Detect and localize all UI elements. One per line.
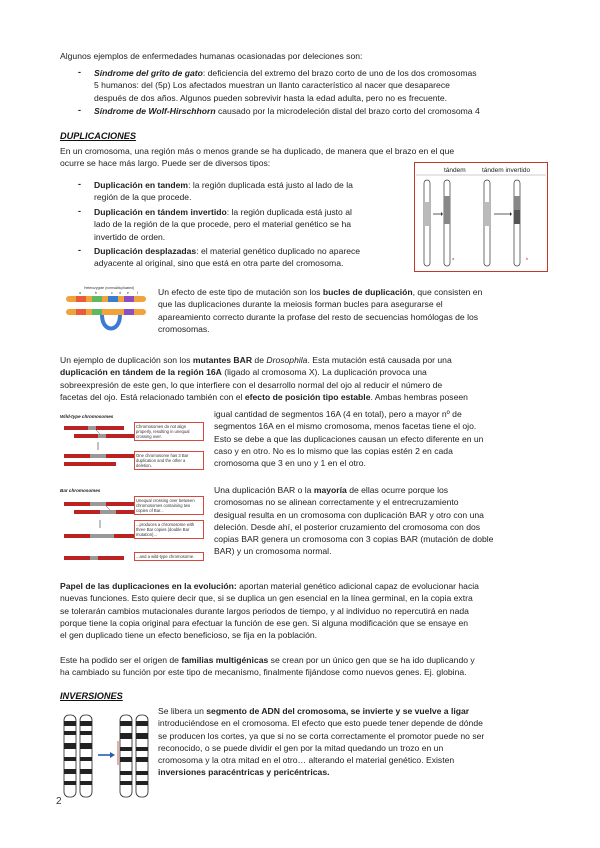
- fig2-letter-d: d: [119, 291, 121, 295]
- fig2-letter-f: f: [137, 291, 138, 295]
- dup-type-tandem: Duplicación en tandem: la región duplicada está justo al lado de la región de la que procede.: [94, 180, 353, 203]
- bullet-dash: -: [78, 245, 81, 255]
- fig2-letter-e: e: [127, 291, 129, 295]
- duplication-loops-paragraph: Un efecto de este tipo de mutación son los bucles de duplicación, que consisten en que las duplicaciones durante la meiosis forman bucles para asegurarse el apareamiento correcto durante la profase del resto de secuencias homólogas de los cromosomas.: [158, 287, 483, 334]
- bullet-dash: -: [78, 105, 81, 115]
- inversions-paragraph: Se libera un segmento de ADN del cromosoma, se invierte y se vuelve a ligar introduciéndose en el cromosoma. El efecto que esto puede tener depende de dónde se producen los cortes, ya que si no se corta correctamente el promotor puede no ser reconocido, o se puede dividir el gen por la mitad quedando un trozo en un cromosoma y la otra mitad en el otro… alterando el material genético. Existen inversiones paracéntricas y pericéntricas.: [158, 706, 485, 778]
- fig1-mark-a: a: [452, 256, 455, 261]
- fig2-letter-a: a: [79, 291, 81, 295]
- label-tandem: tándem: [444, 167, 466, 174]
- fig1-mark-b: b: [526, 256, 529, 261]
- section-heading-inversiones: INVERSIONES: [60, 691, 123, 701]
- dup-type-tandem-inverted: Duplicación en tándem invertido: la región duplicada está justo al lado de la región de la que procede, pero el material genético se ha invertido de orden.: [94, 207, 352, 242]
- fig2-letter-c: c: [111, 291, 113, 295]
- dup-type-displaced: Duplicación desplazadas: el material genético duplicado no aparece adyacente al original, sino que está en otra parte del cromosoma.: [94, 246, 361, 269]
- evolution-paragraph: Papel de las duplicaciones en la evolución: aportan material genético adicional capaz de evolucionar hacia nuevas funciones. Esto quiere decir que, si se duplica un gen esencial en la línea germinal, en la copia extra se tolerarán cambios mutacionales durante largos periodos de tiempo, y al individuo no repercutirá en nada porque tiene la copia original para efectuar la función de ese gen. Si alguna modificación que se ensaye en el gen duplicado tiene un efecto beneficioso, se fija en la población.: [60, 581, 479, 641]
- fig3-note-4: ...produces a chromosome with three Bar copies (double Bar mutation)...: [134, 520, 204, 539]
- bar-mutants-paragraph: Un ejemplo de duplicación son los mutantes BAR de Drosophila. Esta mutación está causada por una duplicación en tándem de la región 16A (ligado al cromosoma X). La duplicación provoca una sobreexpresión de este gen, lo que interfiere con el desarrollo normal del ojo al reducir el número de facetas del ojo. Está relacionado también con el efecto de posición tipo estable. Ambas hembras poseen: [60, 355, 468, 402]
- multigene-families-paragraph: Este ha podido ser el origen de familias multigénicas se crean por un único gen que se ha ido duplicando y ha cambiado su función por este tipo de mecanismo, finalmente fijándose como nuevos genes. Ej. globina.: [60, 655, 475, 678]
- page-number: 2: [56, 796, 62, 807]
- fig3-title-bar: Bar chromosomes: [60, 488, 101, 493]
- fig3-note-1: Chromosomes do not align properly, resulting in unequal crossing over.: [134, 422, 204, 441]
- inversion-figure: [60, 713, 152, 799]
- fig3-note-5: ...and a wild-type chromosome.: [134, 552, 204, 561]
- bullet-dash: -: [78, 179, 81, 189]
- fig2-label: Heterozygote (normal/duplicated): [84, 286, 135, 290]
- duplication-loop-figure: [62, 281, 150, 339]
- bullet-dash: -: [78, 67, 81, 77]
- tandem-duplication-figure: [414, 162, 548, 272]
- duplicaciones-intro: En un cromosoma, una región más o menos grande se ha duplicado, de manera que el brazo en el que ocurre se hace más largo. Puede ser de diversos tipos:: [60, 146, 455, 169]
- bullet-dash: -: [78, 206, 81, 216]
- bar-origin-paragraph: Una duplicación BAR o la mayoría de ellas ocurre porque los cromosomas no se alinean correctamente y el entrecruzamiento desigual resulta en un cromosoma con duplicación BAR y otro con una deleción. Desde ahí, el posterior cruzamiento del cromosoma con dos copias BAR genera un cromosoma con 3 copias BAR (mutación de doble BAR) y un cromosoma normal.: [214, 485, 494, 557]
- deletion-item-cri-du-chat: Síndrome del grito de gato: deficiencia del extremo del brazo corto de uno de los dos cromosomas 5 humanos: del (5p) Los afectados muestran un llanto característico al nacer que desaparece después de dos años. Algunos pueden sobrevivir hasta la edad adulta, pero no es frecuente.: [94, 68, 477, 103]
- label-tandem-inverted: tándem invertido: [482, 167, 531, 174]
- section-heading-duplicaciones: DUPLICACIONES: [60, 131, 137, 141]
- fig3-title-wildtype: Wild-type chromosomes: [60, 414, 114, 419]
- bar-females-paragraph: igual cantidad de segmentos 16A (4 en total), pero a mayor nº de segmentos 16A en el mismo cromosoma, menos facetas tiene el ojo. Esto se debe a que las duplicaciones causan un efecto diferente en un caso y en otro. No es lo mismo que las copias estén 2 en cada cromosoma que 3 en uno y 1 en el otro.: [214, 409, 484, 469]
- fig2-letter-b: b: [95, 291, 97, 295]
- deletion-item-wolf-hirschhorn: Síndrome de Wolf-Hirschhorn causado por la microdeleción distal del brazo corto del cromosoma 4: [94, 106, 480, 116]
- deletions-intro: Algunos ejemplos de enfermedades humanas ocasionadas por deleciones son:: [60, 51, 363, 61]
- fig3-note-3: Unequal crossing over between chromosomes containing two copies of Bar...: [134, 496, 204, 515]
- fig3-note-2: One chromosome has 3 Bar duplication and the other a deletion.: [134, 451, 204, 470]
